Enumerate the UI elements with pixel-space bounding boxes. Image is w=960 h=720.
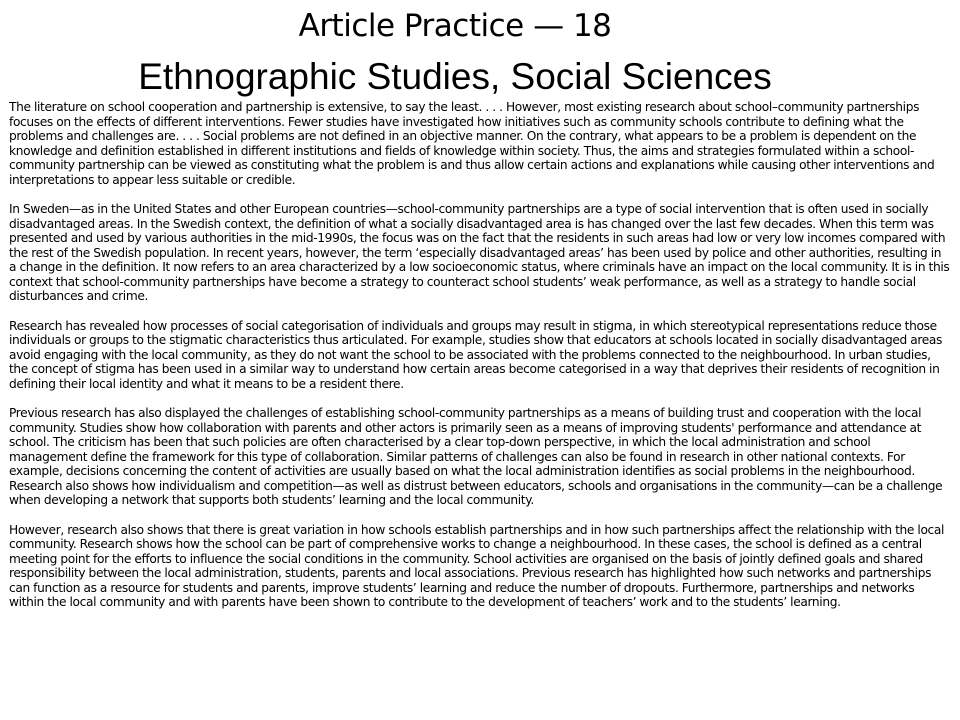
paragraph-4: Previous research has also displayed the challenges of establishing school-community partnerships as a means of building trust and cooperation with the local community. Studies show how collaboration with parents and other actors is primarily seen as a means of improving students' performance and attendance at school. The criticism has been that such policies are often characterised by a clear top-down perspective, in which the local administration and school management define the framework for this type of collaboration. Similar patterns of challenges can also be found in research in other national contexts. For example, decisions concerning the content of activities are usually based on what the local administration identifies as social problems in the neighbourhood. Research also shows how individualism and competition—as well as distrust between educators, schools and organisations in the community—can be a challenge when developing a network that supports both students’ learning and the local community. bbox=[9, 406, 943, 507]
paragraph-1: The literature on school cooperation and partnership is extensive, to say the least. . . . However, most existing research about school–community partnerships focuses on the effects of different interventions. Fewer studies have investigated how initiatives such as community schools contribute to defining what the problems and challenges are. . . . Social problems are not defined in an objective manner. On the contrary, what appears to be a problem is dependent on the knowledge and definition established in different institutions and fields of knowledge within society. Thus, the aims and strategies formulated within a school-community partnership can be viewed as constituting what the problem is and thus allow certain actions and explanations while causing other interventions and interpretations to appear less suitable or credible. bbox=[9, 100, 935, 187]
paragraph-5: However, research also shows that there is great variation in how schools establish partnerships and in how such partnerships affect the relationship with the local community. Research shows how the school can be part of comprehensive works to change a neighbourhood. In these cases, the school is defined as a central meeting point for the efforts to influence the social conditions in the community. School activities are organised on the basis of jointly defined goals and shared responsibility between the local administration, students, parents and local associations. Previous research has highlighted how such networks and partnerships can function as a resource for students and parents, improve students’ learning and reduce the number of dropouts. Furthermore, partnerships and networks within the local community and with parents have been shown to contribute to the development of teachers’ work and to the students’ learning. bbox=[9, 522, 945, 609]
paragraph-2: In Sweden—as in the United States and other European countries—school-community partnerships are a type of social intervention that is often used in socially disadvantaged areas. In the Swedish context, the definition of what a socially disadvantaged area is has changed over the last few decades. When this term was presented and used by various authorities in the mid-1990s, the focus was on the fact that the residents in such areas had low or very low incomes compared with the rest of the Swedish population. In recent years, however, the term ‘especially disadvantaged areas’ has been used by police and other authorities, resulting in a change in the definition. It now refers to an area characterized by a low socioeconomic status, where criminals have an impact on the local community. It is in this context that school-community partnerships have become a strategy to counteract school students’ weak performance, as well as a strategy to handle social disturbances and crime. bbox=[9, 202, 950, 303]
slide-subtitle: Ethnographic Studies, Social Sciences bbox=[138, 56, 772, 97]
paragraph-3: Research has revealed how processes of social categorisation of individuals and groups may result in stigma, in which stereotypical representations reduce those individuals or groups to the stigmatic characteristics thus articulated. For example, studies show that educators at schools located in socially disadvantaged areas avoid engaging with the local community, as they do not want the school to be associated with the problems connected to the neighbourhood. In urban studies, the concept of stigma has been used in a similar way to understand how certain areas become categorised in a way that deprives their residents of recognition in defining their local identity and what it means to be a resident there. bbox=[9, 318, 943, 391]
body-text bbox=[9, 100, 951, 625]
slide-title: Article Practice — 18 bbox=[298, 8, 612, 44]
